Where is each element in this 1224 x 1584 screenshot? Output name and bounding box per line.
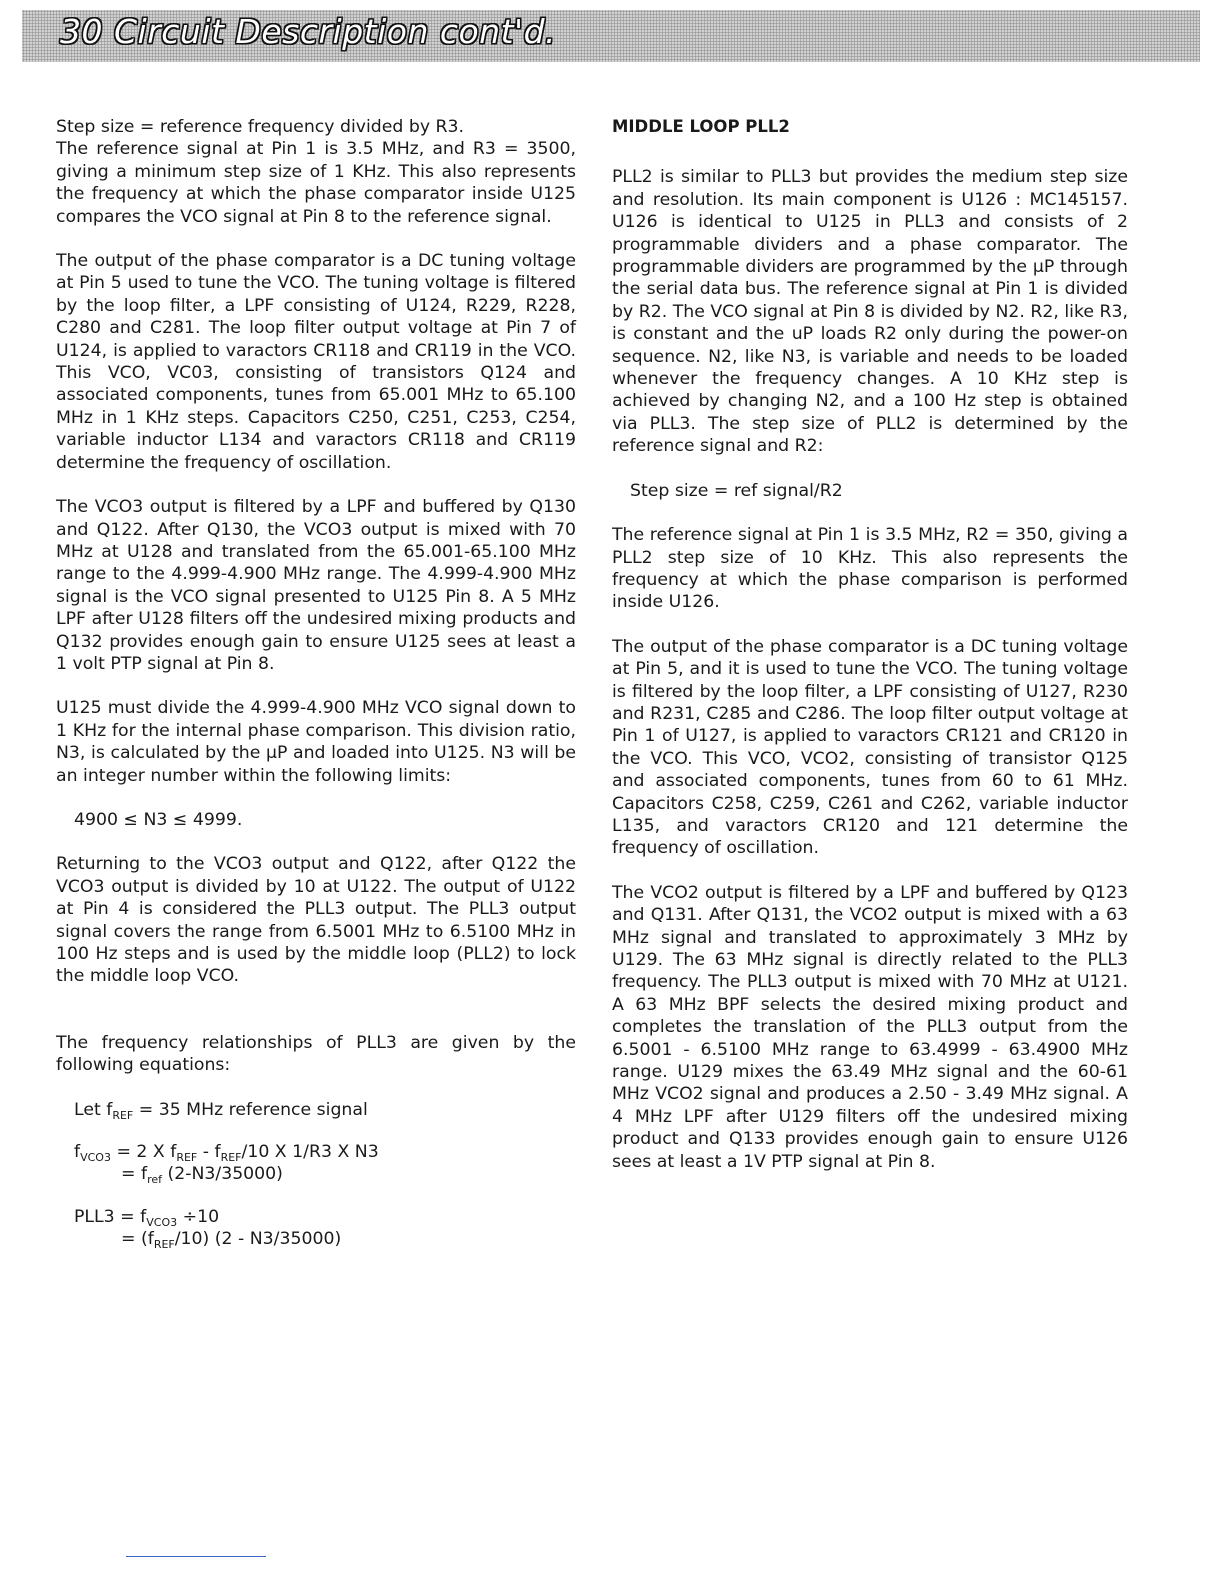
pll2-step-size-formula: Step size = ref signal/R2	[630, 480, 843, 501]
section-title: 30 Circuit Description cont'd.	[60, 12, 557, 51]
pll2-reference-paragraph: The reference signal at Pin 1 is 3.5 MHz, R2 = 350, giving a PLL2 step size of 10 KHz. This also represents the frequency at which the phase comparison is performed inside U126.	[612, 525, 1128, 613]
equation-fref: Let $f_{REF} = 35$ MHz reference signal	[74, 1099, 368, 1122]
middle-loop-heading: MIDDLE LOOP PLL2	[612, 117, 790, 136]
equation-fvco3: $f_{VCO3} = 2$ X $f_{REF} - f_{REF}/10$ X 1/R3 X N3 = $f_{ref}$ (2-N3/35000)	[74, 1142, 379, 1187]
pll3-output-paragraph: Returning to the VCO3 output and Q122, after Q122 the VCO3 output is divided by 10 at U122. The output of U122 at Pin 4 is considered the PLL3 output. The PLL3 output signal covers the range from 6.5001 MHz to 6.5100 MHz in 100 Hz steps and is used by the middle loop (PLL2) to lock the middle loop VCO.	[56, 854, 576, 987]
vco2-output-paragraph: The VCO2 output is filtered by a LPF and buffered by Q123 and Q131. After Q131, the VCO2 output is mixed with a 63 MHz signal and translated to approximately 3 MHz by U129. The 63 MHz signal is directly related to the PLL3 frequency. The PLL3 output is mixed with 70 MHz at U121. A 63 MHz BPF selects the desired mixing product and completes the translation of the PLL3 output from the 6.5001 - 6.5100 MHz range to 63.4999 - 63.4900 MHz range. U129 mixes the 63.49 MHz signal and the 60-61 MHz VCO2 signal and produces a 2.50 - 3.49 MHz signal. A 4 MHz LPF after U129 filters off the undesired mixing product and Q133 provides enough gain to ensure U126 sees at least a 1V PTP signal at Pin 8.	[612, 882, 1128, 1172]
step-size-line: Step size = reference frequency divided by R3.	[56, 117, 465, 137]
right-column	[612, 116, 1128, 1195]
phase-comparator-paragraph: The output of the phase comparator is a DC tuning voltage at Pin 5 used to tune the VCO. The tuning voltage is filtered by the loop filter, a LPF consisting of U124, R229, R228, C280 and C281. The loop filter output voltage at Pin 7 of U124, is applied to varactors CR118 and CR119 in the VCO. This VCO, VC03, consisting of transistors Q124 and associated components, tunes from 65.001 MHz to 65.100 MHz in 1 KHz steps. Capacitors C250, C251, C253, C254, variable inductor L134 and varactors CR118 and CR119 determine the frequency of oscillation.	[56, 251, 576, 473]
pll2-phase-comparator-paragraph: The output of the phase comparator is a DC tuning voltage at Pin 5, and it is used to tune the VCO. The tuning voltage is filtered by the loop filter, a LPF consisting of U127, R230 and R231, C285 and C286. The loop filter output voltage at Pin 1 of U127, is applied to varactors CR121 and CR120 in the VCO. This VCO, VCO2, consisting of transistor Q125 and associated components, tunes from 60 to 61 MHz. Capacitors C258, C259, C261 and C262, variable inductor L135, and varactors CR120 and 121 determine the frequency of oscillation.	[612, 636, 1128, 859]
frequency-relationships-paragraph: The frequency relationships of PLL3 are given by the following equations:	[56, 1032, 576, 1076]
u125-divide-paragraph: U125 must divide the 4.999-4.900 MHz VCO signal down to 1 KHz for the internal phase comparison. This division ratio, N3, is calculated by the µP and loaded into U125. N3 will be an integer number within the following limits:	[56, 698, 576, 786]
left-column	[56, 116, 576, 1271]
section-header-banner	[22, 10, 1200, 62]
equation-pll3: $PLL3 = f_{VCO3} \div 10$ = $(f_{REF}/10)$ (2 - N3/35000)	[74, 1206, 342, 1252]
vco3-output-paragraph: The VCO3 output is filtered by a LPF and buffered by Q130 and Q122. After Q130, the VCO3 output is mixed with 70 MHz at U128 and translated from the 65.001-65.100 MHz range to the 4.999-4.900 MHz range. The 4.999-4.900 MHz signal is the VCO signal presented to U125 Pin 8. A 5 MHz LPF after U128 filters off the undesired mixing products and Q132 provides enough gain to ensure U125 sees at least a 1 volt PTP signal at Pin 8.	[56, 497, 576, 674]
footer-rule	[126, 1556, 266, 1557]
n3-limits: 4900 ≤ N3 ≤ 4999.	[74, 809, 243, 830]
reference-signal-paragraph: The reference signal at Pin 1 is 3.5 MHz, and R3 = 3500, giving a minimum step size of 1 KHz. This also represents the frequency at which the phase comparator inside U125 compares the VCO signal at Pin 8 to the reference signal.	[56, 139, 576, 227]
pll2-intro-paragraph: PLL2 is similar to PLL3 but provides the medium step size and resolution. Its main component is U126 : MC145157. U126 is identical to U125 in PLL3 and consists of 2 programmable dividers and a phase comparator. The programmable dividers are programmed by the µP through the serial data bus. The reference signal at Pin 1 is divided by R2. The VCO signal at Pin 8 is divided by N2. R2, like R3, is constant and the uP loads R2 only during the power-on sequence. N2, like N3, is variable and needs to be loaded whenever the frequency changes. A 10 KHz step is achieved by changing N2, and a 100 Hz step is obtained via PLL3. The step size of PLL2 is determined by the reference signal and R2:	[612, 167, 1128, 457]
